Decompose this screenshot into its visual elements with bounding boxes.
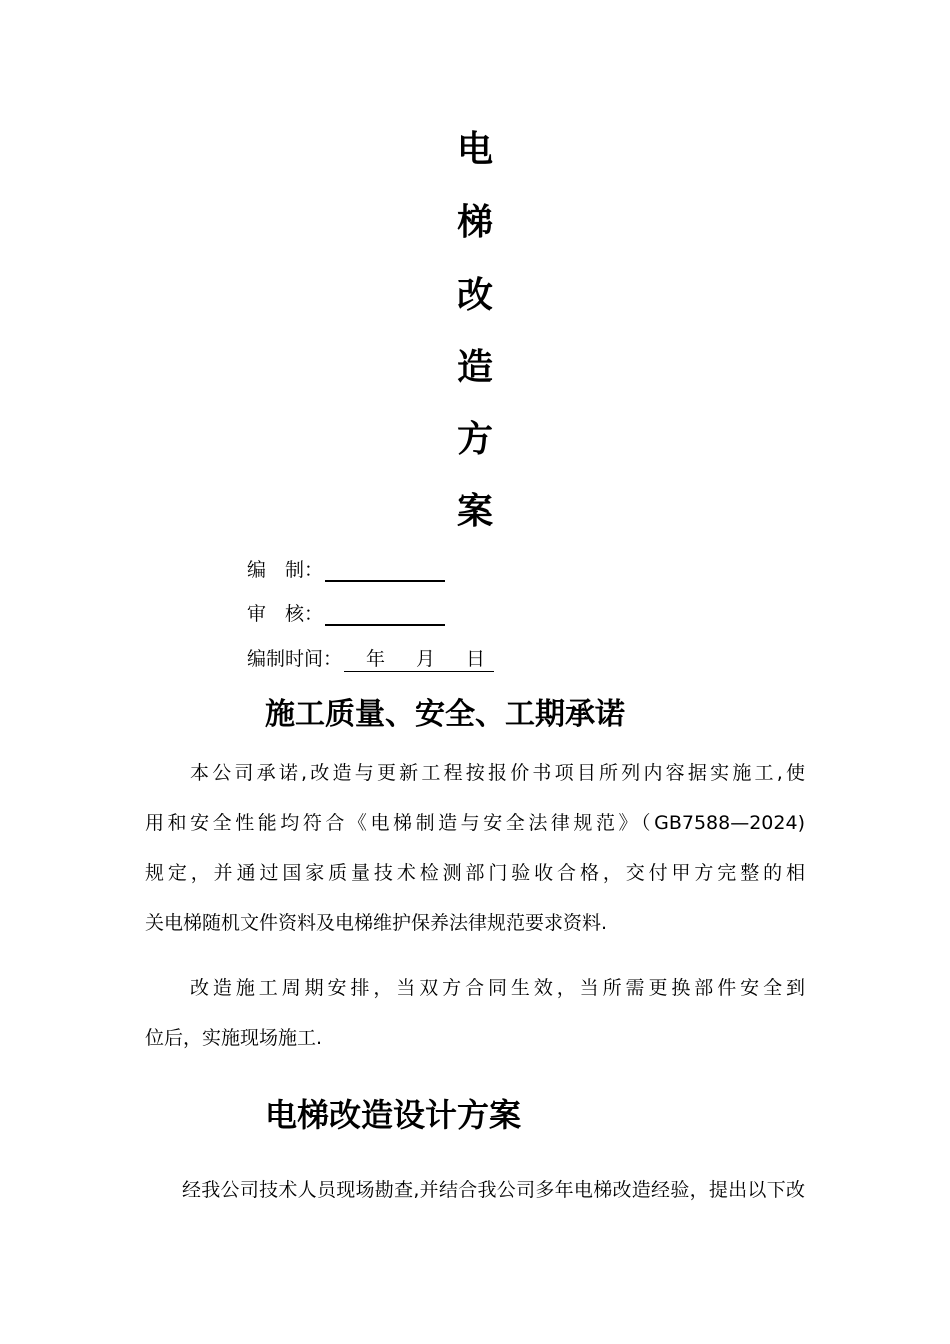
paragraph-line: 本公司承诺,改造与更新工程按报价书项目所列内容据实施工,使 (190, 762, 805, 784)
title-char-4: 造 (456, 347, 493, 388)
title-char-5: 方 (456, 419, 493, 460)
reviewer-signature-line (325, 604, 445, 626)
title-char-1: 电 (456, 129, 493, 170)
date-month: 月 (416, 648, 436, 670)
paragraph-line: 位后，实施现场施工. (145, 1027, 323, 1049)
paragraph-line: 改造施工周期安排，当双方合同生效，当所需更换部件安全到 (190, 977, 805, 999)
title-char-6: 案 (456, 491, 493, 532)
date-year: 年 (366, 648, 386, 670)
time-row (247, 647, 494, 672)
compiler-row (247, 558, 445, 582)
title-char-3: 改 (456, 275, 493, 316)
paragraph-line: 用和安全性能均符合《电梯制造与安全法律规范》（GB7588—2024) (145, 812, 805, 834)
design-heading: 电梯改造设计方案 (265, 1096, 522, 1134)
time-label: 编制时间： (247, 648, 343, 670)
paragraph-line: 经我公司技术人员现场勘查,并结合我公司多年电梯改造经验，提出以下改 (182, 1179, 805, 1201)
compiler-label: 编 制： (247, 559, 324, 581)
commitment-heading: 施工质量、安全、工期承诺 (265, 697, 625, 732)
title-char-2: 梯 (456, 202, 493, 243)
reviewer-row (247, 602, 445, 626)
reviewer-label: 审 核： (247, 603, 324, 625)
date-day: 日 (466, 648, 486, 670)
paragraph-line: 关电梯随机文件资料及电梯维护保养法律规范要求资料. (145, 912, 608, 934)
compiler-signature-line (325, 560, 445, 582)
paragraph-line: 规定，并通过国家质量技术检测部门验收合格，交付甲方完整的相 (145, 862, 805, 884)
date-underline (344, 647, 494, 672)
